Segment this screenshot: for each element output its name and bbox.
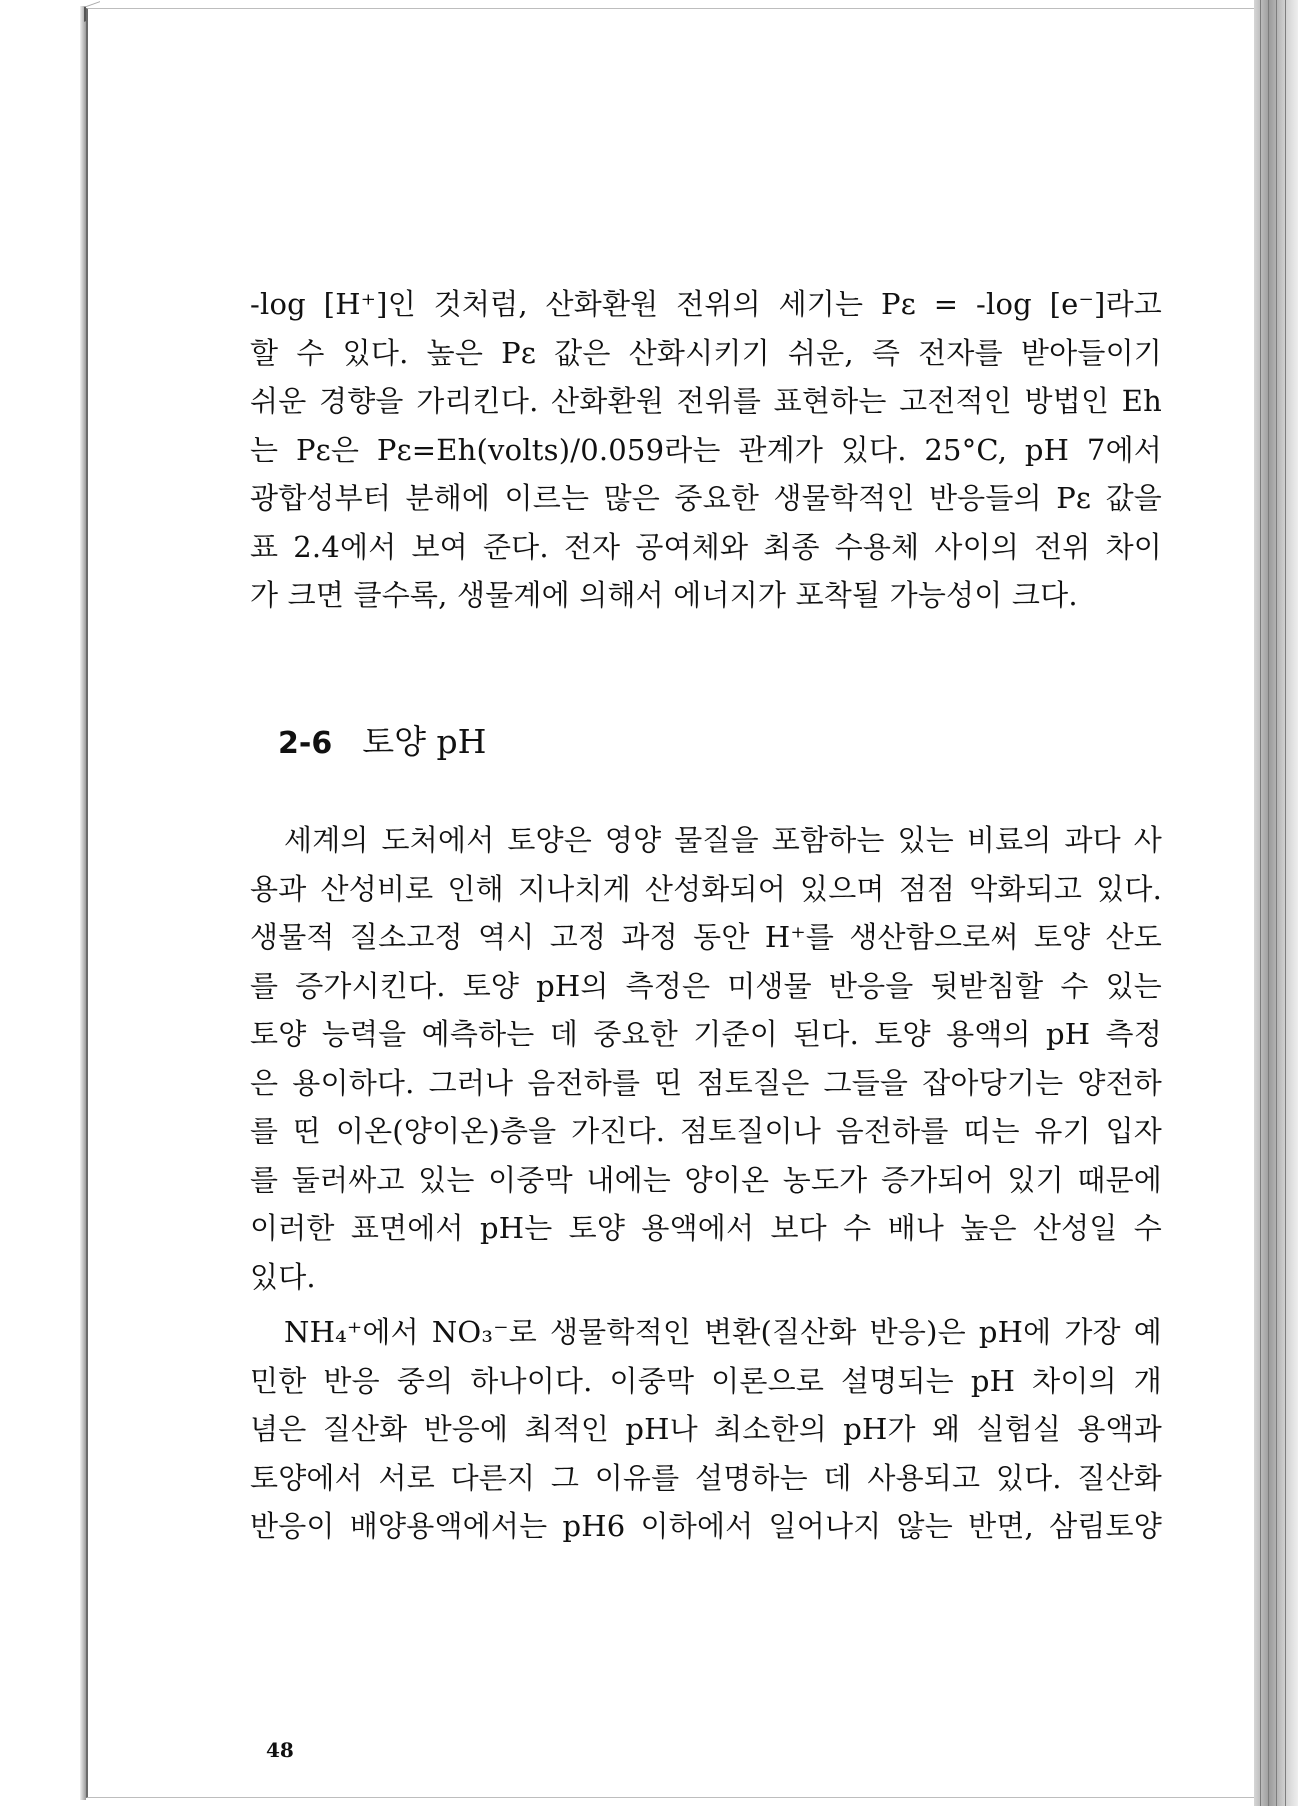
page-stack-edge — [1254, 0, 1298, 1806]
text-line: 할 수 있다. 높은 Pε 값은 산화시키기 쉬운, 즉 전자를 받아들이기 — [250, 335, 1162, 370]
text-line: 있다. — [250, 1259, 316, 1294]
section-title: 토양 pH — [362, 722, 487, 761]
paragraph-redox — [250, 280, 1162, 620]
paragraph-soil-acidity — [250, 816, 1162, 1301]
text-line: 민한 반응 중의 하나이다. 이중막 이론으로 설명되는 pH 차이의 개 — [250, 1363, 1162, 1398]
text-line: 쉬운 경향을 가리킨다. 산화환원 전위를 표현하는 고전적인 방법인 Eh — [250, 384, 1162, 418]
text-line: 가 크면 클수록, 생물계에 의해서 에너지가 포착될 가능성이 크다. — [250, 578, 1078, 612]
text-line: 광합성부터 분해에 이르는 많은 중요한 생물학적인 반응들의 Pε 값을 — [250, 481, 1162, 515]
text-line: 토양에서 서로 다른지 그 이유를 설명하는 데 사용되고 있다. 질산화 — [250, 1460, 1162, 1495]
text-line: 생물적 질소고정 역시 고정 과정 동안 H⁺를 생산함으로써 토양 산도 — [250, 920, 1162, 954]
text-line: 념은 질산화 반응에 최적인 pH나 최소한의 pH가 왜 실험실 용액과 — [250, 1412, 1162, 1446]
text-line: 표 2.4에서 보여 준다. 전자 공여체와 최종 수용체 사이의 전위 차이 — [250, 529, 1162, 564]
text-line: -log [H⁺]인 것처럼, 산화환원 전위의 세기는 Pε = -log [e⁻]라고 — [250, 287, 1162, 321]
text-line: 토양 능력을 예측하는 데 중요한 기준이 된다. 토양 용액의 pH 측정 — [250, 1017, 1162, 1051]
text-line: 를 증가시킨다. 토양 pH의 측정은 미생물 반응을 뒷받침할 수 있는 — [250, 968, 1162, 1003]
text-line: NH₄⁺에서 NO₃⁻로 생물학적인 변환(질산화 반응)은 pH에 가장 예 — [284, 1315, 1162, 1349]
text-line: 를 띤 이온(양이온)층을 가진다. 점토질이나 음전하를 띠는 유기 입자 — [250, 1114, 1162, 1148]
text-line: 세계의 도처에서 토양은 영양 물질을 포함하는 있는 비료의 과다 사 — [284, 823, 1162, 857]
section-heading — [278, 722, 486, 764]
text-line: 이러한 표면에서 pH는 토양 용액에서 보다 수 배나 높은 산성일 수 — [250, 1211, 1162, 1245]
section-number: 2-6 — [278, 726, 333, 761]
text-line: 는 Pε은 Pε=Eh(volts)/0.059라는 관계가 있다. 25°C, pH 7에서 — [250, 432, 1162, 467]
text-line: 용과 산성비로 인해 지나치게 산성화되어 있으며 점점 악화되고 있다. — [250, 871, 1162, 906]
paragraph-nitrification — [250, 1308, 1162, 1551]
text-line: 은 용이하다. 그러나 음전하를 띤 점토질은 그들을 잡아당기는 양전하 — [250, 1065, 1162, 1100]
text-line: 를 둘러싸고 있는 이중막 내에는 양이온 농도가 증가되어 있기 때문에 — [250, 1162, 1162, 1197]
page-number: 48 — [266, 1738, 294, 1762]
text-line: 반응이 배양용액에서는 pH6 이하에서 일어나지 않는 반면, 삼림토양 — [250, 1509, 1162, 1543]
